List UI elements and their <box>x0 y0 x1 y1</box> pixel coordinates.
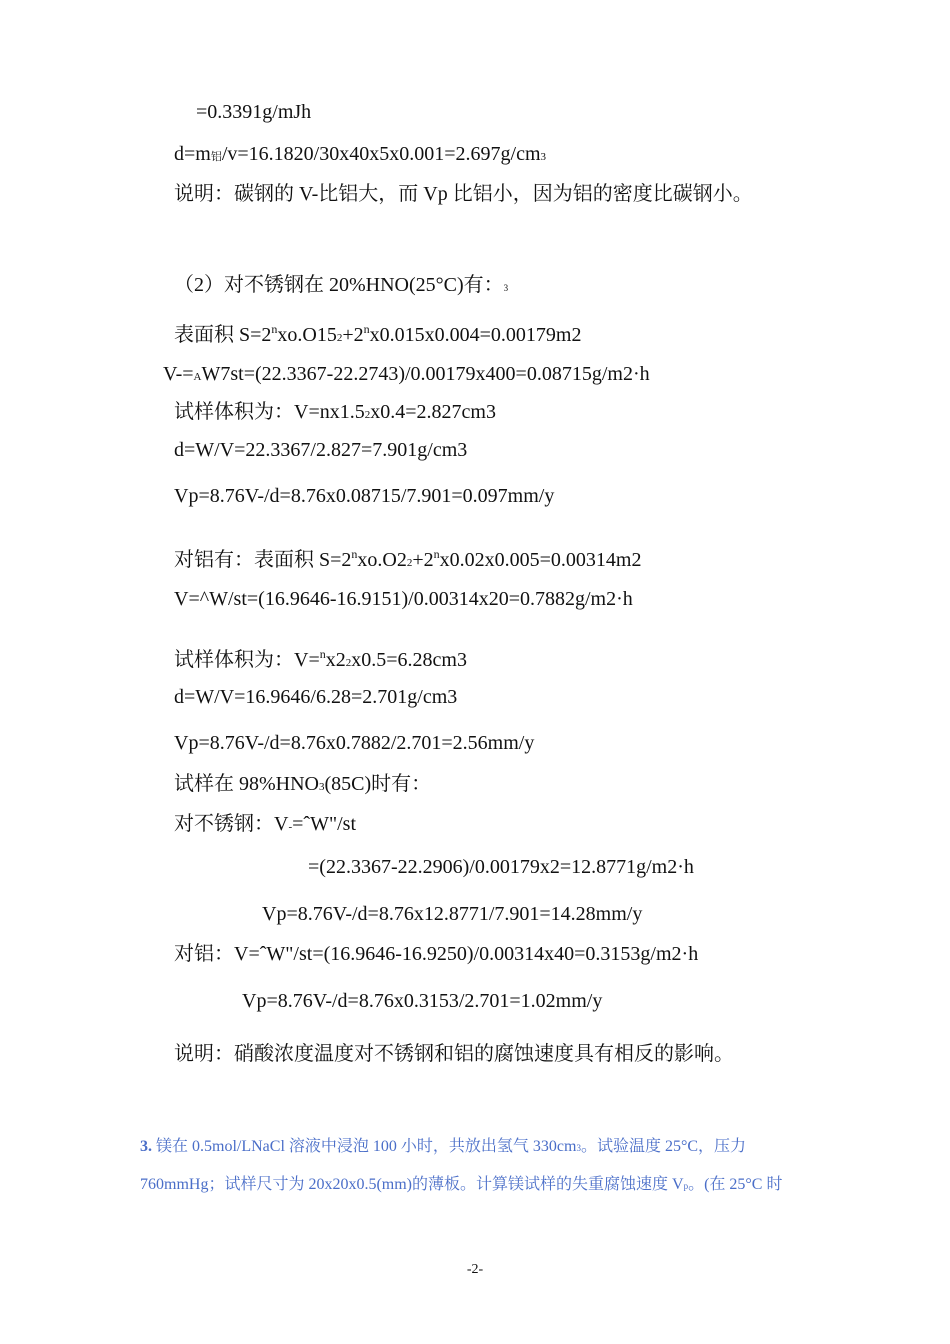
line-21: 说明：硝酸浓度温度对不锈钢和铝的腐蚀速度具有相反的影响。 <box>174 1043 734 1065</box>
line-6: V-=AW7st=(22.3367-22.2743)/0.00179x400=0.08715g/m2·h <box>163 363 650 385</box>
line-5: 表面积 $S=2^nxo.O152+2^nx0.015x0.004=0.00179m2$ <box>174 322 582 346</box>
line-7: 试样体积为：V=nx1.52x0.4=2.827cm3 <box>174 401 496 423</box>
line-8: d=W/V=22.3367/2.827=7.901g/cm3 <box>174 439 468 461</box>
line-18: Vp=8.76V-/d=8.76x12.8771/7.901=14.28mm/y <box>262 903 643 925</box>
line-17: =(22.3367-22.2906)/0.00179x2=12.8771g/m2·h <box>308 856 694 878</box>
page-number: -2- <box>466 1262 484 1277</box>
line-15: 试样在 98%HNO3(85C)时有： <box>174 773 432 795</box>
problem-number: 3. <box>140 1138 152 1155</box>
line-19: 对铝：V=ˆW"/st=(16.9646-16.9250)/0.00314x40=0.3153g/m2·h <box>174 943 699 965</box>
line-16: 对不锈钢：V-=ˆW"/st <box>174 813 357 835</box>
line-4: （2）对不锈钢在 20%HNO(25°C)有：3 <box>174 274 509 296</box>
line-12: 试样体积为：V=$^n$x22x0.5=6.28cm3 <box>174 647 467 671</box>
problem-3-line-1: 3. 镁在 0.5mol/LNaCl 溶液中浸泡 100 小时，共放出氢气 330cm3。试验温度 25°C，压力 <box>140 1138 747 1155</box>
line-10: 对铝有：表面积 $S=2^nxo.O22+2^nx0.02x0.005=0.00314m2$ <box>174 547 642 571</box>
line-1: =0.3391g/mJh <box>196 101 312 123</box>
line-2: d=m铝/v=16.1820/30x40x5x0.001=2.697g/cm3 <box>174 143 547 165</box>
line-13: d=W/V=16.9646/6.28=2.701g/cm3 <box>174 686 458 708</box>
line-14: Vp=8.76V-/d=8.76x0.7882/2.701=2.56mm/y <box>174 732 535 754</box>
line-9: Vp=8.76V-/d=8.76x0.08715/7.901=0.097mm/y <box>174 485 555 507</box>
line-3: 说明：碳钢的 V-比铝大，而 Vp 比铝小，因为铝的密度比碳钢小。 <box>174 183 753 205</box>
line-20: Vp=8.76V-/d=8.76x0.3153/2.701=1.02mm/y <box>242 990 603 1012</box>
line-11: V=^W/st=(16.9646-16.9151)/0.00314x20=0.7882g/m2·h <box>174 588 633 610</box>
problem-3-line-2: 760mmHg；试样尺寸为 20x20x0.5(mm)的薄板。计算镁试样的失重腐蚀速度 Vp。(在 25°C 时 <box>140 1176 783 1193</box>
